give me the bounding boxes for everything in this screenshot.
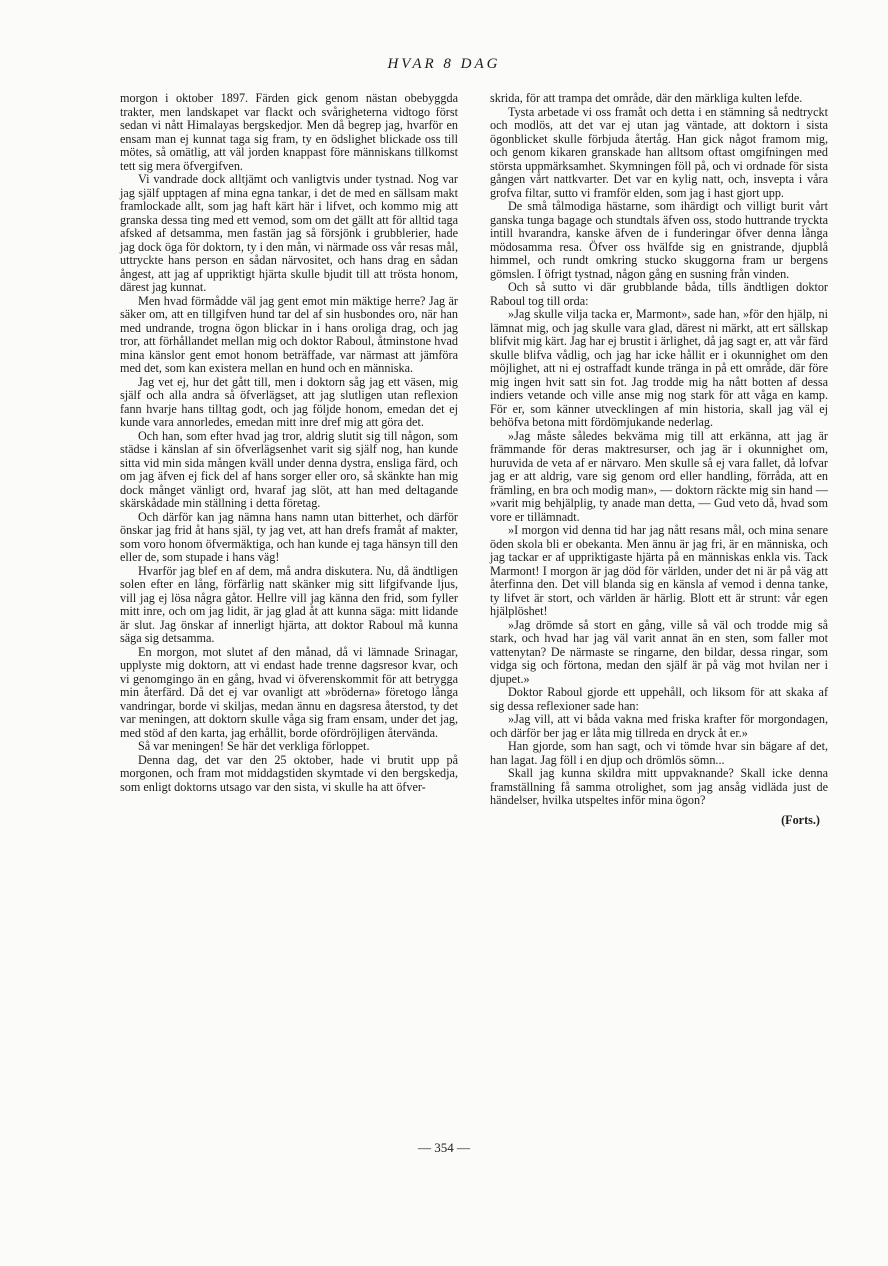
paragraph: »I morgon vid denna tid har jag nått resans mål, och mina senare öden skola bli er obekanta. Men ännu är jag fri, är en människa, och jag tackar er af uppriktigaste hjärta på en människas enkla vis. Tack Marmont! I morgon är jag död för världen, under det ni är på väg att återfinna den. Det vill blanda sig en känsla af vemod i denna tanke, ty lifvet är stort, och världen är härlig. Blott ett är strunt: vår egen hjälplöshet! <box>490 523 828 618</box>
paragraph: Vi vandrade dock alltjämt och vanligtvis under tystnad. Nog var jag själf upptagen af mina egna tankar, i det de med en sällsam makt framlockade allt, som jag haft kärt här i lifvet, och kommo mig att granska dessa ting med ett vemod, som om det gällt att för alltid taga afsked af detsamma, men fastän jag så försjönk i grubblerier, hade jag dock öga för doktorn, ty i den mån, vi närmade oss vår resas mål, uttryckte hans person en sådan närvositet, och hans drag en sådan ångest, att jag af uppriktigt hjärta skulle bjudit till att trösta honom, därest jag kunnat. <box>120 172 458 294</box>
right-column <box>490 92 828 827</box>
paragraph: Jag vet ej, hur det gått till, men i doktorn såg jag ett väsen, mig själf och alla andra så öfverlägset, att jag slutligen utan reflexion fann hvarje hans tilltag godt, och jag följde honom, emedan det ej kunde vara annorledes, emedan mitt inre dref mig att göra det. <box>120 374 458 429</box>
continued-label: (Forts.) <box>781 812 820 827</box>
paragraph: En morgon, mot slutet af den månad, då vi lämnade Srinagar, upplyste mig doktorn, att vi endast hade trenne dagsresor kvar, och vi genomgingo än en gång, hvad vi öfverenskommit för att betrygga min återfärd. Då det ej var ovanligt att »bröderna» företogo långa vandringar, borde vi skiljas, medan ännu en dagsresa återstod, ty det var meningen, att doktorn skulle våga sig fram ensam, under det jag, med stöd af den karta, jag erhållit, borde ofördröjligen återvända. <box>120 644 458 740</box>
paragraph: Tysta arbetade vi oss framåt och detta i en stämning så nedtryckt och modlös, att det var ej utan jag väntade, att doktorn i sista ögonblicket skulle förbjuda återtåg. Han gick något framom mig, och genom kikaren granskade han alltsom oftast omgifningen med största uppmärksamhet. Skymningen föll på, och vi ordnade för sista gången vårt nattkvarter. Det var en kylig natt, och, insvepta i våra grofva filtar, sutto vi framför elden, som jag i hast gjort upp. <box>490 104 828 200</box>
paragraph: Doktor Raboul gjorde ett uppehåll, och liksom för att skaka af sig dessa reflexioner sade han: <box>490 685 828 713</box>
paragraph: Så var meningen! Se här det verkliga förloppet. <box>138 739 370 753</box>
paragraph: skrida, för att trampa det område, där den märkliga kulten lefde. <box>490 91 803 105</box>
page-header: HVAR 8 DAG <box>387 56 501 72</box>
paragraph: Och han, som efter hvad jag tror, aldrig slutit sig till någon, som städse i känslan af sin öfverlägsenhet varit sig själf nog, han kunde sitta vid min sida mången kväll under denna dystra, ensliga färd, och om jag äfven ej fick del af hans sorger eller oro, så skänkte han mig dock månget vänligt ord, hvaraf jag slöt, att han med deltagande skärskådade min ställning i detta företag. <box>120 428 458 510</box>
page-number: — 354 — <box>418 1140 470 1155</box>
paragraph: De små tålmodiga hästarne, som ihärdigt och villigt burit vårt ganska tunga bagage och stundtals äfven oss, stodo huttrande tryckta intill hvarandra, kanske äfven de i funderingar öfver denna långa mödosamma resa. Öfver oss hvälfde sig en gnistrande, djupblå himmel, och rundt omkring stucko skuggorna fram ur bergens gömslen. I öfrigt tystnad, någon gång en susning från vinden. <box>490 199 828 281</box>
paragraph: Han gjorde, som han sagt, och vi tömde hvar sin bägare af det, han lagat. Jag föll i en djup och drömlös sömn... <box>490 739 828 767</box>
paragraph: »Jag drömde så stort en gång, ville så väl och trodde mig så stark, och hvad har jag väl varit annat än en sten, som faller mot vattenytan? De närmaste se ringarne, den bildar, dessa ringar, som vidga sig och förtona, medan den själf är på väg mot hvilan ner i djupet.» <box>490 617 828 686</box>
paragraph: Och därför kan jag nämna hans namn utan bitterhet, och därför önskar jag frid åt hans själ, ty jag vet, att han drefs framåt af makter, som voro honom öfvermäktiga, och han kunde ej taga hänsyn till den eller de, som stupade i hans väg! <box>120 509 458 564</box>
paragraph: »Jag vill, att vi båda vakna med friska krafter för morgondagen, och därför ber jag er låta mig tillreda en dryck åt er.» <box>490 712 828 740</box>
paragraph: morgon i oktober 1897. Färden gick genom nästan obebyggda trakter, men landskapet var flackt och svårigheterna vidtogo först sedan vi nått Himalayas bergskedjor. Men då begrep jag, hvarför en ensam man ej kunnat taga sig fram, ty en ödslighet blickade oss till mötes, så omätlig, att väl jorden knappast före människans tillkomst tett sig mera öfvergifven. <box>120 91 458 173</box>
paragraph: Men hvad förmådde väl jag gent emot min mäktige herre? Jag är säker om, att en tillgifven hund tar del af sin husbondes oro, när han med undrande, trogna ögon blickar in i hans oroliga drag, och jag tror, att förhållandet mellan mig och doktor Raboul, åtminstone hvad mina känslor gent emot honom beträffade, var närmast att jämföra med det, som kan existera mellan en hund och en människa. <box>120 293 458 375</box>
left-column <box>120 92 458 794</box>
paragraph: »Jag måste således bekväma mig till att erkänna, att jag är främmande för deras maktresurser, och jag är i okunnighet om, huruvida de veta af er närvaro. Men skulle så ej vara fallet, då lofvar jag er att aldrig, vare sig genom ord eller handling, förråda, att en främling, en bra och modig man», — doktorn räckte mig sin hand — »varit mig behjälplig, ty anade man detta, — Gud veto då, hvad som vore er tillämnadt. <box>490 428 828 524</box>
paragraph: Skall jag kunna skildra mitt uppvaknande? Skall icke denna framställning få samma otrolighet, som jag ansåg vidläda just de händelser, hvilka utspeltes inför mina ögon? <box>490 766 828 807</box>
paragraph: Denna dag, det var den 25 oktober, hade vi brutit upp på morgonen, och fram mot middagstiden skymtade vi den bergskedja, som enligt doktorns utsago var den sista, vi skulle ha att öfver- <box>120 752 458 794</box>
paragraph: Och så sutto vi där grubblande båda, tills ändtligen doktor Raboul tog till orda: <box>490 280 828 308</box>
paragraph: »Jag skulle vilja tacka er, Marmont», sade han, »för den hjälp, ni lämnat mig, och jag skulle vara glad, därest ni märkt, att ert sällskap blifvit mig kärt. Jag har ej brustit i ärlighet, då jag sagt er, att vår färd skulle blifva vådlig, och jag har icke hållit er i okunnighet om den möjlighet, att ni ej ostraffadt kunde tränga in på ett område, där före mig ingen hvit satt sin fot. Jag trodde mig ha nått botten af dessa indiers vetande och ville anse mig nog stark för att våga en kamp. För er, som känner utvecklingen af min historia, skall jag väl ej behöfva betona mitt fördömjukande nederlag. <box>490 307 828 429</box>
paragraph: Hvarför jag blef en af dem, må andra diskutera. Nu, då ändtligen solen efter en lång, förfärlig natt skänker mig sitt lifgifvande ljus, vill jag ej lösa några gåtor. Hellre vill jag känna den frid, som fyller mitt inre, och om jag lidit, är jag glad åt att kunna säga: mitt lidande är slut. Jag önskar af innerligt hjärta, att doktor Raboul må kunna säga sig detsamma. <box>120 563 458 645</box>
